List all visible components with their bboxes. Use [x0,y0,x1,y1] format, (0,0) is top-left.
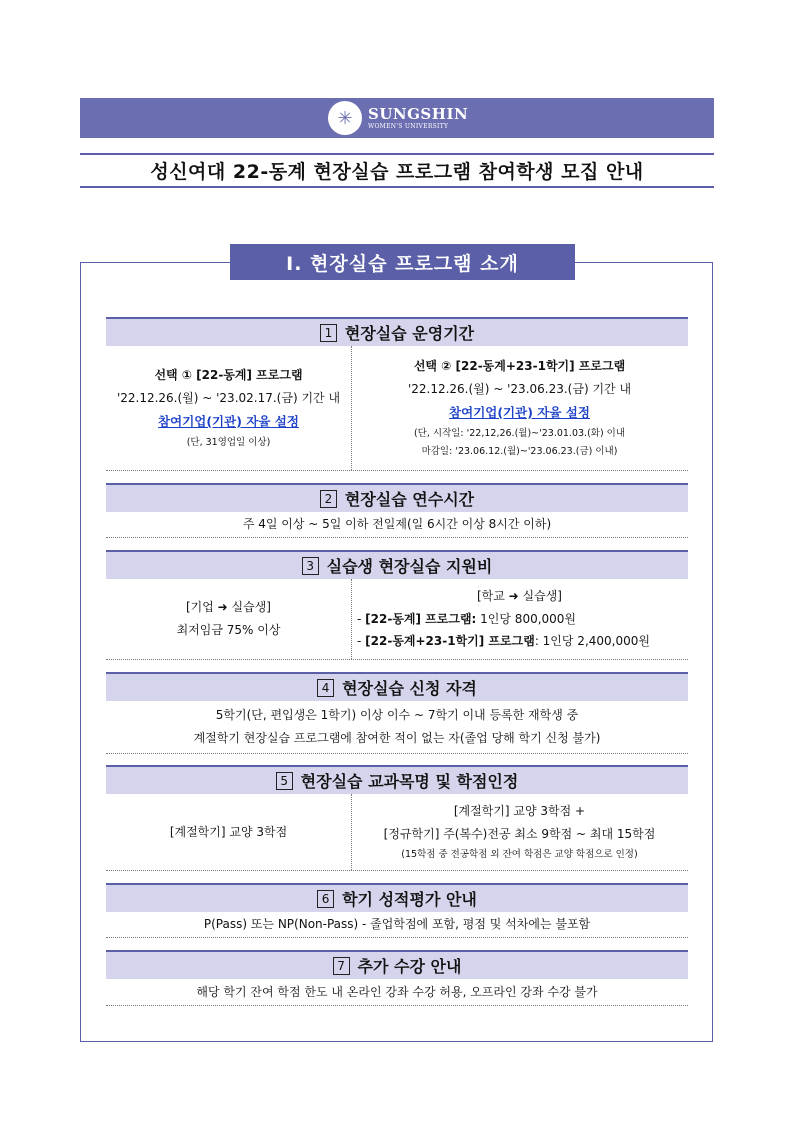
company-to-student: [기업 ➜ 실습생] [185,600,271,615]
school-to-student: [학교 ➜ 실습생] [476,588,562,603]
option2-note-start: (단, 시작일: '22,12,26.(월)~'23.01.03.(화) 이내 [413,427,626,439]
heading-text: 현장실습 신청 자격 [342,679,477,698]
heading-credits [106,765,688,794]
heading-text: 실습생 현장실습 지원비 [326,557,493,576]
item-number: 2 [320,490,337,508]
item-number: 4 [317,679,334,697]
heading-operation-period [106,317,688,346]
option2-note-end: 마감일: '23.06.12.(월)~'23.06.23.(금) 이내) [421,445,618,457]
item-number: 7 [333,957,350,975]
university-logo [328,100,468,136]
heading-additional-courses [106,950,688,979]
heading-text: 현장실습 교과목명 및 학점인정 [300,772,519,791]
item-number: 5 [276,772,293,790]
heading-text: 추가 수강 안내 [357,957,462,976]
heading-text: 현장실습 운영기간 [344,324,475,343]
training-hours-text: 주 4일 이상 ~ 5일 이하 전일제(일 6시간 이상 8시간 이하) [242,517,552,532]
eligibility-row [106,701,688,754]
section-title: Ⅰ. 현장실습 프로그램 소개 [230,244,575,280]
option1-period: '22.12.26.(월) ~ '23.02.17.(금) 기간 내 [116,391,341,406]
option2-title: 선택 ② [22-동계+23-1학기] 프로그램 [413,359,626,374]
additional-courses-row [106,979,688,1006]
heading-support-fee [106,550,688,579]
option2-period: '22.12.26.(월) ~ '23.06.23.(금) 기간 내 [407,382,632,397]
winter-spring-program-fee: - [22-동계+23-1학기] 프로그램: 1인당 2,400,000원 [357,634,650,649]
eligibility-line1: 5학기(단, 편입생은 1학기) 이상 이수 ~ 7학기 이내 등록한 재학생 중 [215,708,579,723]
item-number: 3 [302,557,319,575]
heading-text: 학기 성적평가 안내 [342,890,477,909]
option2-company-setting: 참여기업(기관) 자율 설정 [449,404,590,420]
heading-eligibility [106,672,688,701]
minimum-wage-note: 최저임금 75% 이상 [176,623,281,637]
winter-program-fee: - [22-동계] 프로그램: 1인당 800,000원 [357,611,577,626]
grading-text: P(Pass) 또는 NP(Non-Pass) - 졸업학점에 포함, 평점 및 석차에는 불포함 [203,917,591,932]
title-top-rule [80,153,714,155]
page-title: 성신여대 22-동계 현장실습 프로그램 참여학생 모집 안내 [150,161,644,183]
option1-title: 선택 ① [22-동계] 프로그램 [154,368,303,383]
operation-period-row [106,346,688,471]
item-number: 6 [317,890,334,908]
heading-grading [106,883,688,912]
seasonal-credit: [계절학기] 교양 3학점 [169,824,288,839]
credit-line2: [정규학기] 주(복수)전공 최소 9학점 ~ 최대 15학점 [383,826,656,841]
option1-company-setting: 참여기업(기관) 자율 설정 [158,413,299,429]
logo-sub: WOMEN'S UNIVERSITY [368,122,449,130]
support-fee-row [106,579,688,660]
option1-note: (단, 31영업일 이상) [186,436,271,448]
title-bottom-rule [80,186,714,188]
additional-courses-text: 해당 학기 잔여 학점 한도 내 온라인 강좌 수강 허용, 오프라인 강좌 수강 불가 [196,984,598,999]
eligibility-line2: 계절학기 현장실습 프로그램에 참여한 적이 없는 자(졸업 당해 학기 신청 불가) [193,731,601,745]
credits-row [106,794,688,871]
credit-line1: [계절학기] 교양 3학점 + [453,804,586,819]
logo-name: SUNGSHIN [368,104,469,123]
heading-text: 현장실습 연수시간 [344,490,475,509]
emblem-icon: ✳ [328,101,362,135]
grading-row [106,912,688,938]
training-hours-row [106,512,688,538]
heading-training-hours [106,483,688,512]
credit-note: (15학점 중 전공학점 외 잔여 학점은 교양 학점으로 인정) [401,848,638,860]
item-number: 1 [320,324,337,342]
